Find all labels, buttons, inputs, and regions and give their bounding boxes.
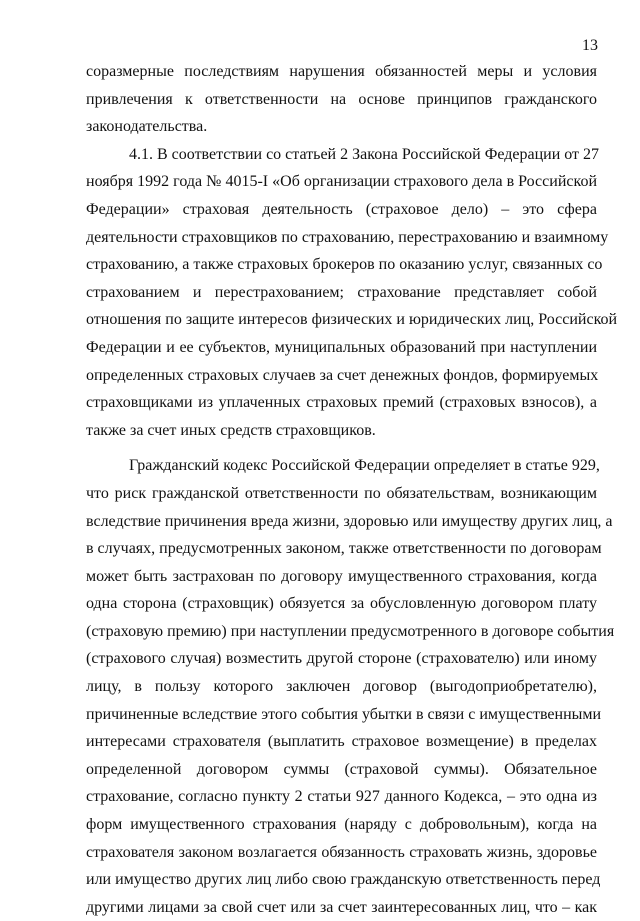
text-line: может быть застрахован по договору имущественного страхования, когда [86, 567, 597, 585]
text-line: одна сторона (страховщик) обязуется за обусловленную договором плату [86, 595, 597, 613]
text-line: страхователя законом возлагается обязанность страховать жизнь, здоровье [86, 843, 597, 861]
paragraph-1 [86, 58, 597, 141]
text-line: или имущество других лиц либо свою гражданскую ответственность перед [86, 871, 601, 889]
text-line: (страхового случая) возместить другой стороне (страхователю) или иному [86, 650, 597, 668]
text-line: страховщиками из уплаченных страховых премий (страховых взносов), а [86, 394, 597, 412]
text-line: форм имущественного страхования (наряду с добровольным), когда на [86, 816, 597, 834]
text-line: страхование, согласно пункту 2 статьи 927 данного Кодекса, – это одна из [86, 788, 597, 806]
text-line: что риск гражданской ответственности по обязательствам, возникающим [86, 484, 597, 502]
text-line: Федерации и ее субъектов, муниципальных образований при наступлении [86, 338, 597, 356]
document-body [86, 58, 618, 921]
text-line: страхованием и перестрахованием; страхование представляет собой [86, 283, 597, 301]
text-line: Гражданский кодекс Российской Федерации определяет в статье 929, [129, 457, 600, 475]
paragraph-gap [86, 444, 597, 452]
text-line: страхованию, а также страховых брокеров по оказанию услуг, связанных со [86, 256, 603, 274]
text-line: вследствие причинения вреда жизни, здоровью или имуществу других лиц, а [86, 512, 613, 530]
text-line: законодательства. [86, 118, 208, 136]
text-line: отношения по защите интересов физических и юридических лиц, Российской [86, 311, 618, 329]
text-line: также за счет иных средств страховщиков. [86, 421, 376, 439]
text-line: (страховую премию) при наступлении предусмотренного в договоре события [86, 622, 615, 640]
text-line: определенной договором суммы (страховой суммы). Обязательное [86, 760, 597, 778]
text-line: Федерации» страховая деятельность (страховое дело) – это сфера [86, 200, 597, 218]
text-line: лицу, в пользу которого заключен договор (выгодоприобретателю), [86, 678, 597, 696]
page-number: 13 [582, 37, 598, 54]
text-line: интересами страхователя (выплатить страховое возмещение) в пределах [86, 733, 597, 751]
text-line: причиненные вследствие этого события убытки в связи с имущественными [86, 705, 602, 723]
text-line: определенных страховых случаев за счет денежных фондов, формируемых [86, 366, 599, 384]
text-line: 4.1. В соответствии со статьей 2 Закона Российской Федерации от 27 [129, 145, 600, 163]
text-line: привлечения к ответственности на основе принципов гражданского [86, 90, 597, 108]
text-line: другими лицами за свой счет или за счет заинтересованных лиц, что – как [86, 898, 597, 916]
text-line: соразмерные последствиям нарушения обязанностей меры и условия [86, 63, 597, 80]
paragraph-3 [86, 452, 615, 921]
text-line: ноября 1992 года № 4015-I «Об организации страхового дела в Российской [86, 173, 597, 191]
text-line: в случаях, предусмотренных законом, также ответственности по договорам [86, 540, 602, 558]
paragraph-2 [86, 141, 618, 445]
text-line: деятельности страховщиков по страхованию, перестрахованию и взаимному [86, 228, 609, 246]
